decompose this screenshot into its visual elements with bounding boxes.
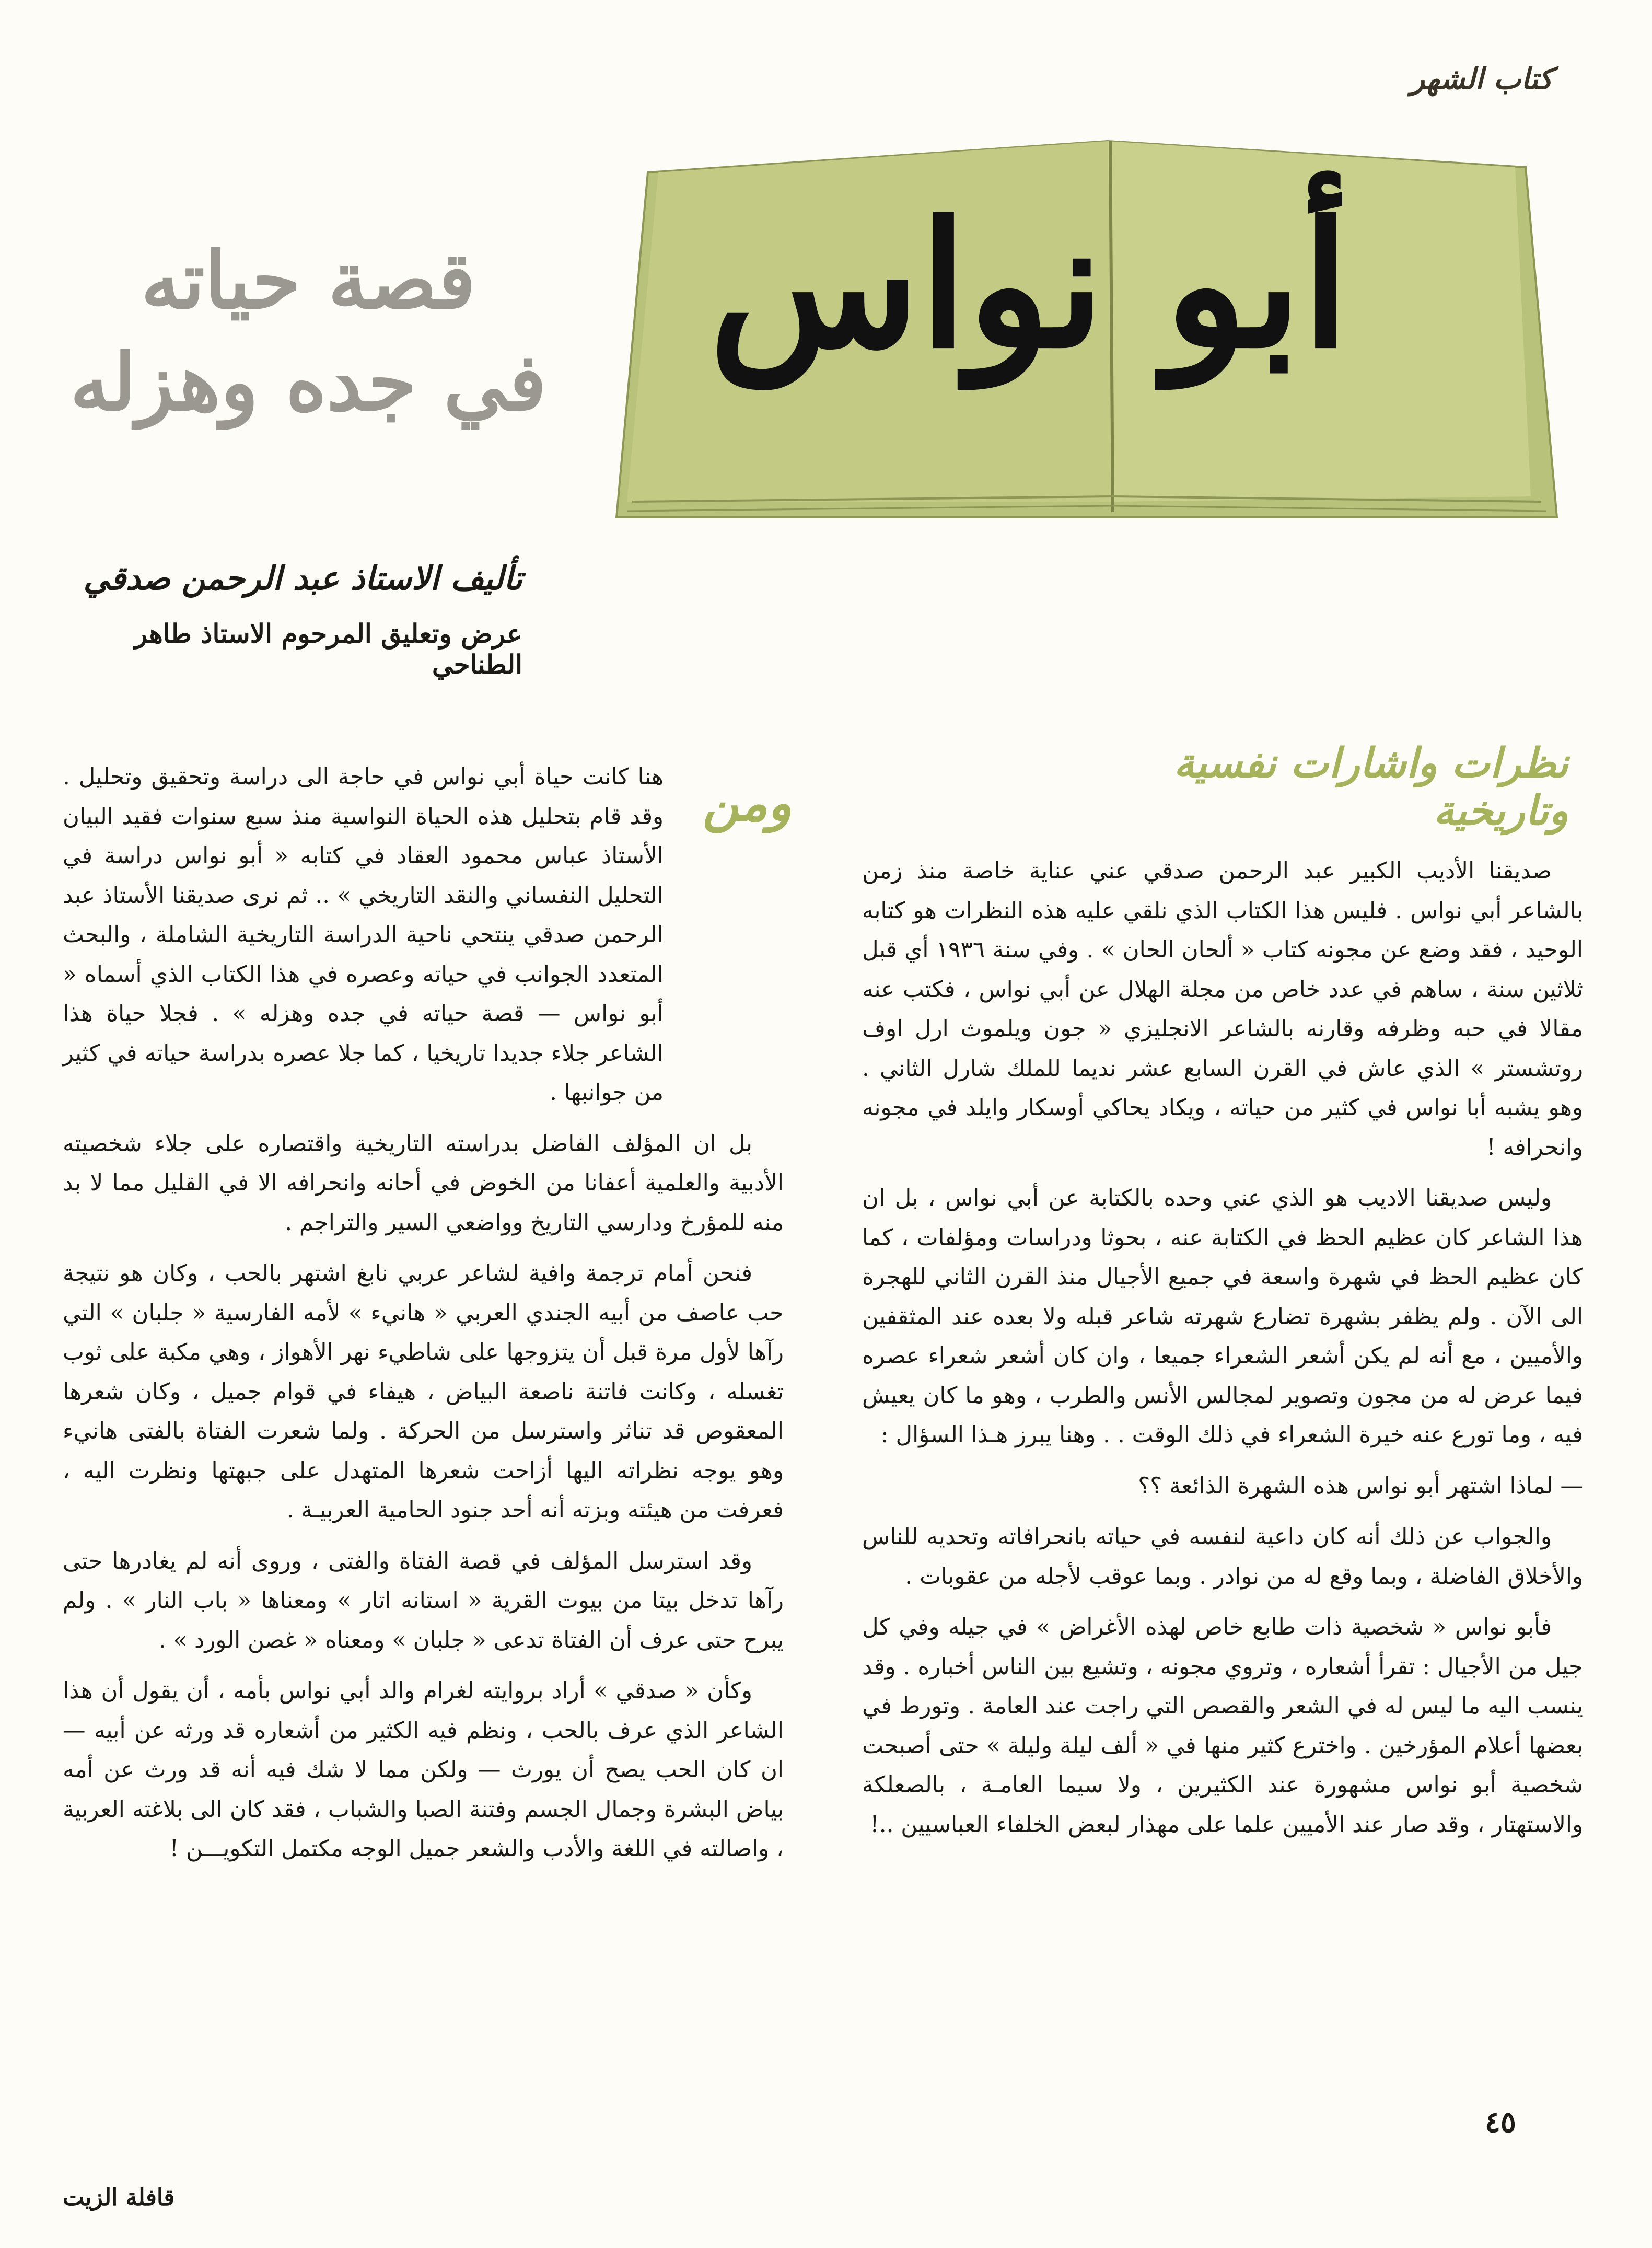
author-credit: تأليف الاستاذ عبد الرحمن صدقي <box>83 559 522 597</box>
subtitle-line-1: قصة حياته <box>141 235 476 327</box>
paragraph: وكأن « صدقي » أراد بروايته لغرام والد أبي نواس بأمه ، أن يقول أن هذا الشاعر الذي عرف بالحب ، ونظم فيه الكثير من أشعاره قد ورثه عن أبيه — ان كان الحب يصح أن يورث — ولكن مما لا شك فيه أنه قد ورث عن أمه بياض البشرة وجمال الجسم وفتنة الصبا والشباب ، فقد كان الى بلاغته العربية ، واصالته في اللغة والأدب والشعر جميل الوجه مكتمل التكويـــن ! <box>63 1678 784 1862</box>
right-column <box>862 852 1583 1856</box>
right-column-heading: نظرات واشارات نفسية وتاريخية <box>1173 739 1568 835</box>
page-number: ٤٥ <box>1484 2105 1516 2139</box>
subtitle <box>52 230 564 434</box>
paragraph: بل ان المؤلف الفاضل بدراسته التاريخية واقتصاره على جلاء شخصيته الأدبية والعلمية أعفانا من الخوض في أحانه وانحرافه الا في القليل مما لا بد منه للمؤرخ ودارسي التاريخ وواضعي السير والتراجم . <box>63 1130 784 1236</box>
paragraph: هنا كانت حياة أبي نواس في حاجة الى دراسة وتحقيق وتحليل . وقد قام بتحليل هذه الحياة النواسية منذ سبع سنوات فقيد البيان الأستاذ عباس محمود العقاد في كتابه « أبو نواس دراسة في التحليل النفساني والنقد التاريخي » .. ثم نرى صديقنا الأستاذ عبد الرحمن صدقي ينتحي ناحية الدراسة التاريخية الشاملة ، والبحث المتعدد الجوانب في حياته وعصره في هذا الكتاب الذي أسماه « أبو نواس — قصة حياته في جده وهزله » . فجلا حياة هذا الشاعر جلاء جديدا تاريخيا ، كما جلا عصره بدراسة حياته في كثير من جوانبها . <box>63 764 664 1106</box>
paragraph: والجواب عن ذلك أنه كان داعية لنفسه في حياته بانحرافاته وتحديه للناس والأخلاق الفاضلة ، وبما وقع له من نوادر . وبما عوقب لأجله من عقوبات . <box>862 1524 1583 1590</box>
paragraph: وليس صديقنا الاديب هو الذي عني وحده بالكتابة عن أبي نواس ، بل ان هذا الشاعر كان عظيم الحظ في الكتابة عنه ، بحوثا ودراسات ومؤلفات ، كما كان عظيم الحظ في شهرة واسعة في جميع الأجيال منذ القرن الثاني للهجرة الى الآن . ولم يظفر بشهرة تضارع شهرته شاعر قبله ولا بعده عند المثقفين والأميين ، مع أنه لم يكن أشعر الشعراء جميعا ، وان كان أشعر شعراء عصره فيما عرض له من مجون وتصوير لمجالس الأنس والطرب ، وهو ما كان يعيش فيه ، وما تورع عنه خيرة الشعراء في ذلك الوقت . . وهنا يبرز هـذا السؤال : <box>862 1185 1583 1448</box>
credits <box>63 559 522 680</box>
review-credit: عرض وتعليق المرحوم الاستاذ طاهر الطناحي <box>134 618 522 680</box>
paragraph: صديقنا الأديب الكبير عبد الرحمن صدقي عني عناية خاصة منذ زمن بالشاعر أبي نواس . فليس هذا الكتاب الذي نلقي عليه هذه النظرات هو كتابه الوحيد ، فقد وضع عن مجونه كتاب « ألحان الحان » . وفي سنة ١٩٣٦ أي قبل ثلاثين سنة ، ساهم في عدد خاص من مجلة الهلال عن أبي نواس ، فكتب عنه مقالا في حبه وظرفه وقارنه بالشاعر الانجليزي « جون ويلموث ارل اوف روتشستر » الذي عاش في القرن السابع عشر نديما للملك شارل الثاني . وهو يشبه أبا نواس في كثير من حياته ، ويكاد يحاكي أوسكار وايلد في مجونه وانحرافه ! <box>862 858 1583 1161</box>
question-line: — لماذا اشتهر أبو نواس هذه الشهرة الذائعة ؟؟ <box>1138 1473 1583 1499</box>
paragraph: وقد استرسل المؤلف في قصة الفتاة والفتى ، وروى أنه لم يغادرها حتى رآها تدخل بيتا من بيوت القرية « استانه اتار » ومعناها « باب النار » . ولم يبرح حتى عرف أن الفتاة تدعى « جلبان » ومعناه « غصن الورد » . <box>63 1548 784 1653</box>
section-label: كتاب الشهر <box>1410 62 1553 96</box>
left-column <box>63 758 784 1881</box>
book-title: أبو نواس <box>709 183 1349 386</box>
left-column-lead-word: ومن <box>702 773 792 832</box>
paragraph: فنحن أمام ترجمة وافية لشاعر عربي نابغ اشتهر بالحب ، وكان هو نتيجة حب عاصف من أبيه الجندي العربي « هانيء » لأمه الفارسية « جلبان » التي رآها لأول مرة قبل أن يتزوجها على شاطيء نهر الأهواز ، وهي مكبة على ثوب تغسله ، وكانت فاتنة ناصعة البياض ، هيفاء في قوام جميل ، وكان شعرها المعقوص قد تناثر واسترسل من الحركة . ولما شعرت الفتاة بالفتى هانيء وهو يوجه نظراته اليها أزاحت شعرها المتهدل على جبهتها ونظرت اليه ، فعرفت من هيئته وبزته أنه أحد جنود الحامية العربيـة . <box>63 1260 784 1523</box>
magazine-name: قافلة الزيت <box>63 2184 175 2211</box>
subtitle-line-2: في جده وهزله <box>70 337 546 428</box>
paragraph: فأبو نواس « شخصية ذات طابع خاص لهذه الأغراض » في جيله وفي كل جيل من الأجيال : تقرأ أشعاره ، وتروي مجونه ، وتشيع بين الناس أخباره . وقد ينسب اليه ما ليس له في الشعر والقصص التي راجت عند العامة . وتورط في بعضها أعلام المؤرخين . واخترع كثير منها في « ألف ليلة وليلة » حتى أصبحت شخصية أبو نواس مشهورة عند الكثيرين ، ولا سيما العامـة ، بالصعلكة والاستهتار ، وقد صار عند الأميين علما على مهذار لبعض الخلفاء العباسيين ..! <box>862 1614 1583 1838</box>
